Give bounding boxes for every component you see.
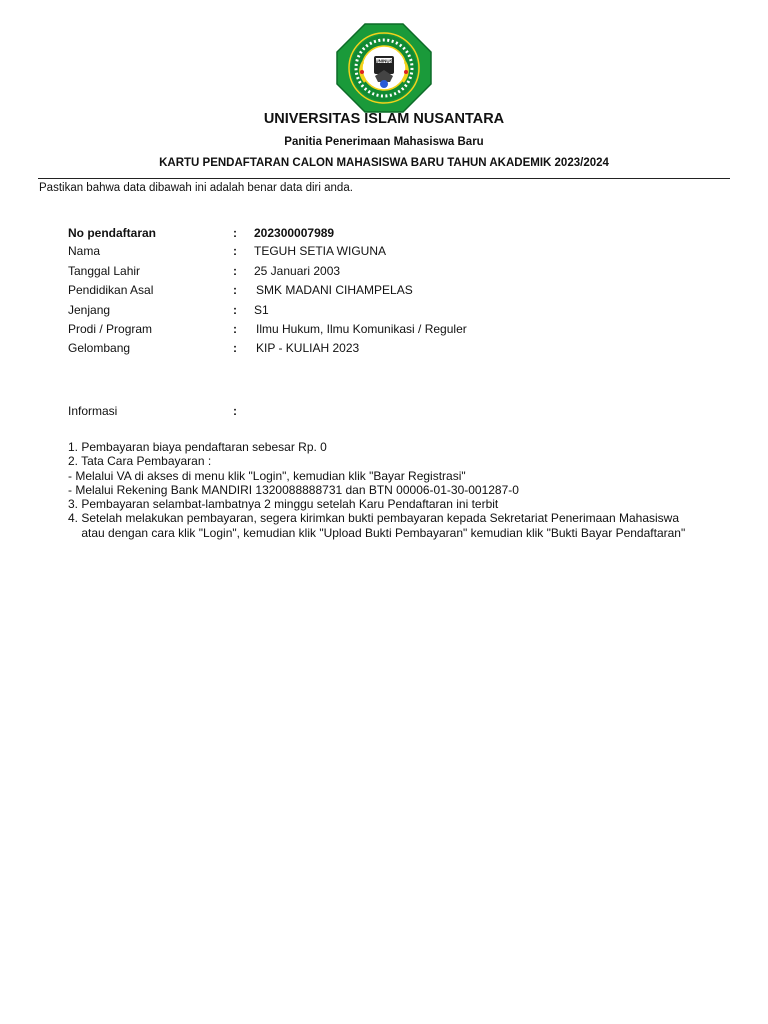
field-separator: : bbox=[233, 322, 237, 336]
list-item: atau dengan cara klik "Login", kemudian klik "Upload Bukti Pembayaran" kemudian klik "Bukti Bayar Pendaftaran" bbox=[68, 525, 686, 540]
svg-text:UNINUS: UNINUS bbox=[375, 58, 393, 64]
university-seal-icon bbox=[335, 22, 433, 114]
field-separator: : bbox=[233, 341, 237, 355]
list-item: - Melalui Rekening Bank MANDIRI 1320088888731 dan BTN 00006-01-30-001287-0 bbox=[68, 482, 519, 497]
field-label: Informasi bbox=[68, 404, 118, 418]
field-value: Ilmu Hukum, Ilmu Komunikasi / Reguler bbox=[256, 322, 467, 336]
field-value: SMK MADANI CIHAMPELAS bbox=[256, 283, 413, 297]
payment-info-list bbox=[68, 440, 685, 540]
field-separator: : bbox=[233, 226, 237, 240]
field-label: Jenjang bbox=[68, 303, 111, 317]
field-value: KIP - KULIAH 2023 bbox=[256, 341, 360, 355]
field-separator: : bbox=[233, 244, 237, 258]
field-label: Gelombang bbox=[68, 341, 131, 355]
list-item: 1. Pembayaran biaya pendaftaran sebesar Rp. 0 bbox=[68, 440, 327, 454]
list-item: 3. Pembayaran selambat-lambatnya 2 minggu setelah Karu Pendaftaran ini terbit bbox=[68, 497, 499, 512]
field-separator: : bbox=[233, 264, 237, 278]
field-label: Prodi / Program bbox=[68, 322, 153, 336]
field-value: 25 Januari 2003 bbox=[254, 264, 341, 278]
field-value: 202300007989 bbox=[254, 226, 335, 240]
list-item: 4. Setelah melakukan pembayaran, segera kirimkan bukti pembayaran kepada Sekretariat Penerimaan Mahasiswa bbox=[68, 511, 679, 526]
field-value: S1 bbox=[254, 303, 269, 317]
field-label: No pendaftaran bbox=[68, 226, 157, 240]
field-separator: : bbox=[233, 404, 237, 418]
committee-name: Panitia Penerimaan Mahasiswa Baru bbox=[284, 136, 484, 148]
list-item: 2. Tata Cara Pembayaran : bbox=[68, 454, 212, 469]
field-label: Tanggal Lahir bbox=[68, 264, 141, 278]
field-label: Pendidikan Asal bbox=[68, 283, 154, 297]
field-label: Nama bbox=[68, 244, 101, 258]
list-item: - Melalui VA di akses di menu klik "Login", kemudian klik "Bayar Registrasi" bbox=[68, 468, 466, 483]
header-divider bbox=[38, 178, 730, 179]
card-title: KARTU PENDAFTARAN CALON MAHASISWA BARU TAHUN AKADEMIK 2023/2024 bbox=[159, 157, 609, 169]
field-separator: : bbox=[233, 303, 237, 317]
field-value: TEGUH SETIA WIGUNA bbox=[254, 244, 387, 258]
notice-text: Pastikan bahwa data dibawah ini adalah benar data diri anda. bbox=[39, 182, 353, 194]
field-separator: : bbox=[233, 283, 237, 297]
university-name: UNIVERSITAS ISLAM NUSANTARA bbox=[263, 111, 505, 127]
